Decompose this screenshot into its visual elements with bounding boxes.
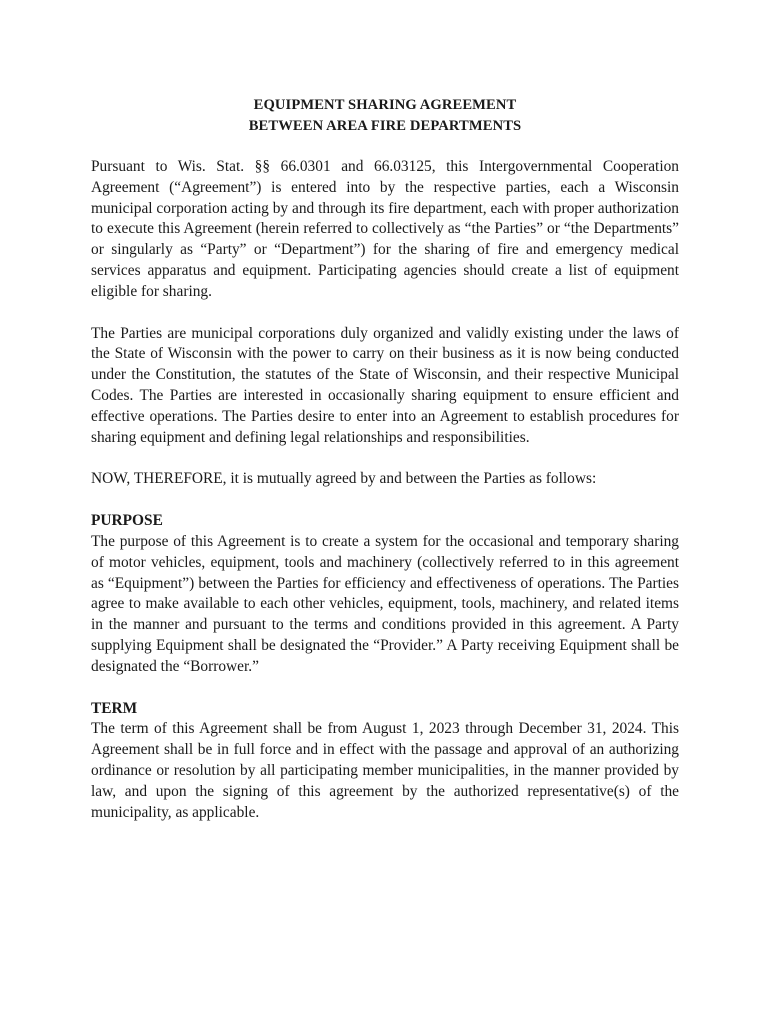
document-body (91, 95, 679, 844)
title-line-1: EQUIPMENT SHARING AGREEMENT (253, 97, 517, 113)
purpose-body: The purpose of this Agreement is to create a system for the occasional and temporary sharing of motor vehicles, equipment, tools and machinery (collectively referred to in this agreement as “Equipment”) between the Parties for efficiency and effectiveness of operations. The Parties agree to make available to each other vehicles, equipment, tools, machinery, and related items in the manner and pursuant to the terms and conditions provided in this agreement. A Party supplying Equipment shall be designated the “Provider.” A Party receiving Equipment shall be designated the “Borrower.” (91, 532, 679, 675)
document-title (91, 95, 679, 136)
term-section (91, 699, 679, 824)
parties-paragraph: The Parties are municipal corporations duly organized and validly existing under the laws of the State of Wisconsin with the power to carry on their business as it is now being conducted under the Constitution, the statutes of the State of Wisconsin, and their respective Municipal Codes. The Parties are interested in occasionally sharing equipment to ensure efficient and effective operations. The Parties desire to enter into an Agreement to establish procedures for sharing equipment and defining legal relationships and responsibilities. (91, 324, 679, 446)
purpose-section (91, 511, 679, 677)
therefore-paragraph: NOW, THEREFORE, it is mutually agreed by and between the Parties as follows: (91, 470, 597, 488)
title-line-2: BETWEEN AREA FIRE DEPARTMENTS (248, 117, 522, 134)
purpose-heading: PURPOSE (91, 512, 163, 530)
term-body: The term of this Agreement shall be from August 1, 2023 through December 31, 2024. This Agreement shall be in full force and in effect with the passage and approval of an authorizing ordinance or resolution by all participating member municipalities, in the manner provided by law, and upon the signing of this agreement by the authorized representative(s) of the municipality, as applicable. (91, 720, 679, 821)
intro-paragraph: Pursuant to Wis. Stat. §§ 66.0301 and 66.03125, this Intergovernmental Cooperation Agreement (“Agreement”) is entered into by the respective parties, each a Wisconsin municipal corporation acting by and through its fire department, each with proper authorization to execute this Agreement (herein referred to collectively as “the Parties” or “the Departments” or singularly as “Party” or “Department”) for the sharing of fire and emergency medical services apparatus and equipment. Participating agencies should create a list of equipment eligible for sharing. (91, 158, 679, 300)
term-heading: TERM (91, 699, 138, 717)
